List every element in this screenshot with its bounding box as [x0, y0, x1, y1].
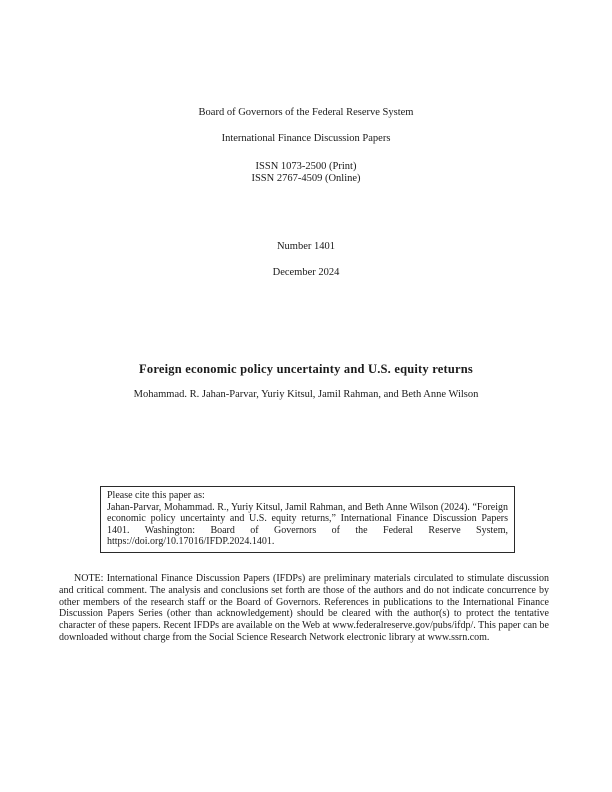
note-paragraph: NOTE: International Finance Discussion Papers (IFDPs) are preliminary materials circulated to stimulate discussion and critical comment. The analysis and conclusions set forth are those of the authors and do not indicate concurrence by other members of the research staff or the Board of Governors. References in publications to the International Finance Discussion Papers Series (other than acknowledgement) should be cleared with the author(s) to protect the tentative character of these papers. Recent IFDPs are available on the Web at www.federalreserve.gov/pubs/ifdp/. This paper can be downloaded without charge from the Social Science Research Network electronic library at www.ssrn.com. [59, 573, 549, 643]
citation-label: Please cite this paper as: [107, 490, 205, 501]
paper-date: December 2024 [272, 267, 340, 278]
paper-authors: Mohammad. R. Jahan-Parvar, Yuriy Kitsul, Jamil Rahman, and Beth Anne Wilson [133, 389, 479, 400]
citation-text: Jahan-Parvar, Mohammad. R., Yuriy Kitsul, Jamil Rahman, and Beth Anne Wilson (2024). “Foreign economic policy uncertainty and U.S. equity returns,” International Finance Discussion Papers 1401. Washington: Board of Governors of the Federal Reserve System, https://doi.org/10.17016/IFDP.2024.1401. [107, 501, 508, 548]
paper-number: Number 1401 [276, 241, 336, 252]
issn-print-line: ISSN 1073-2500 (Print) [255, 161, 357, 172]
institution-line: Board of Governors of the Federal Reserve System [198, 107, 414, 118]
paper-title: Foreign economic policy uncertainty and U.S. equity returns [139, 362, 473, 376]
series-line: International Finance Discussion Papers [221, 133, 391, 144]
citation-box [100, 486, 515, 553]
issn-online-line: ISSN 2767-4509 (Online) [251, 173, 361, 184]
